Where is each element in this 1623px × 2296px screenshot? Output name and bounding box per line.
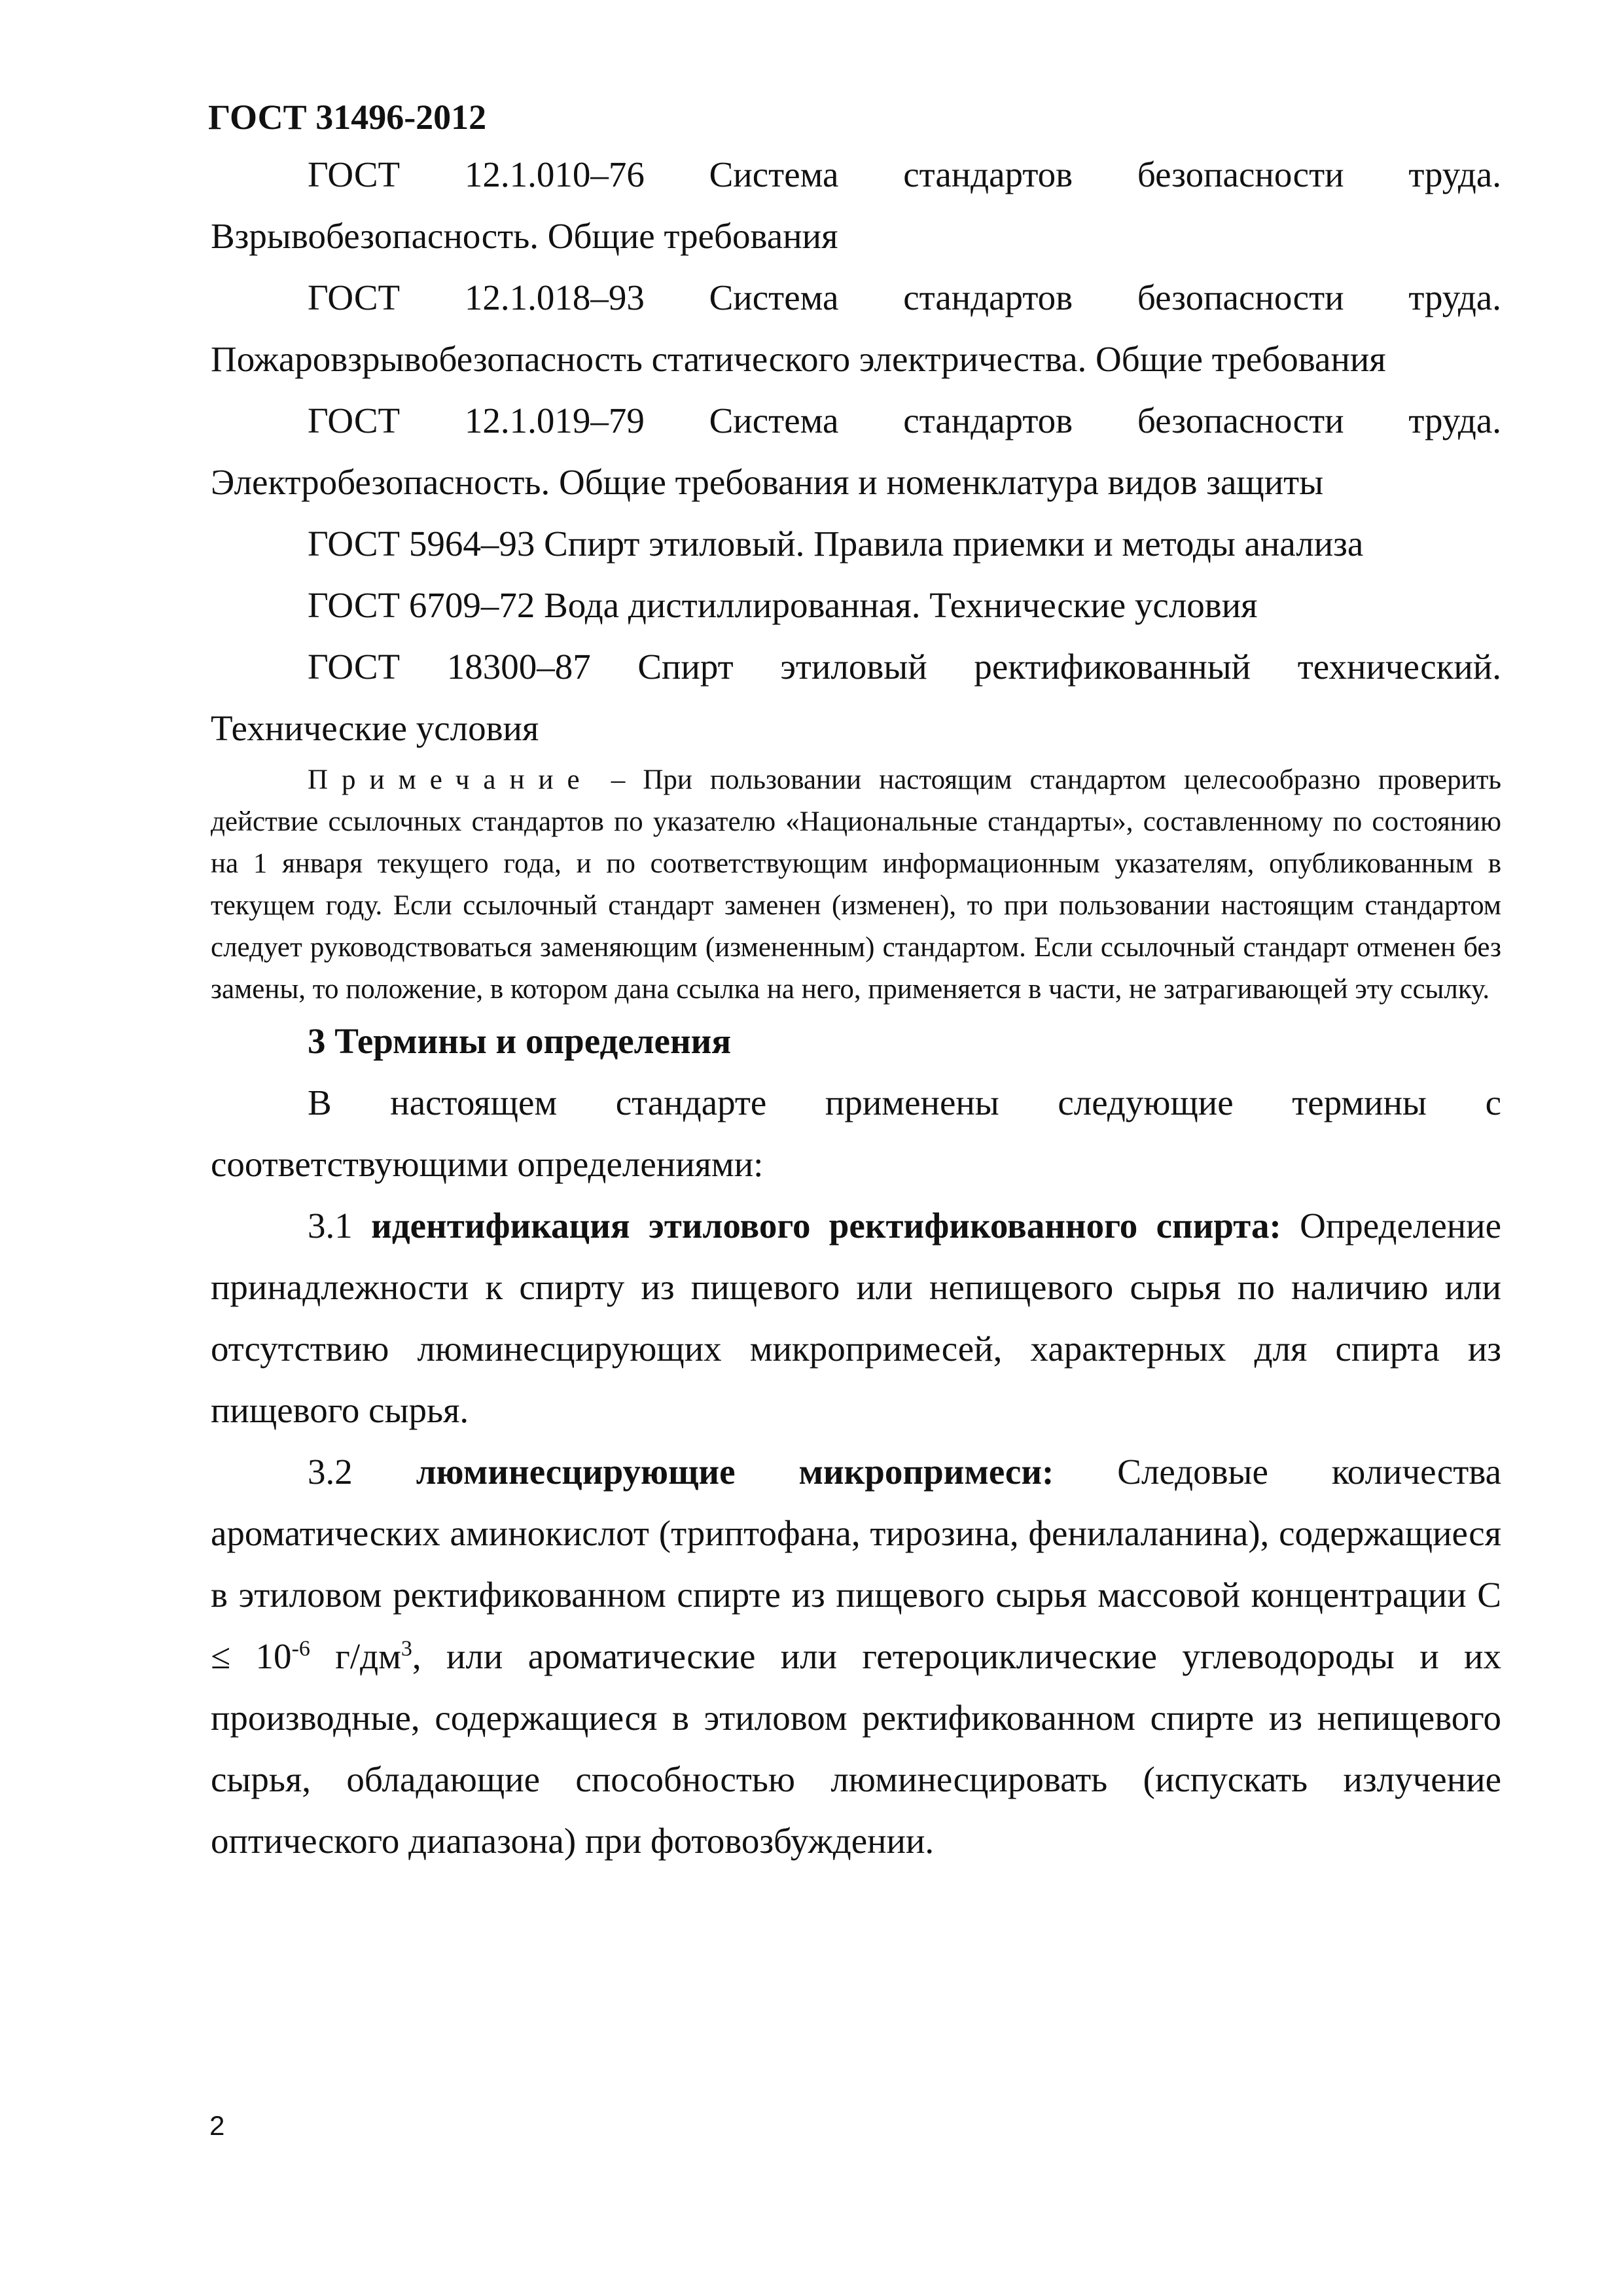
term-number: 3.1 — [308, 1206, 353, 1246]
term-entry — [211, 1195, 1501, 1441]
document-body — [211, 144, 1501, 1872]
term-definition: Определение принадлежности к спирту из пищевого или непищевого сырья по наличию или отсутствию люминесцирующих микропримесей, характерных для спирта из пищевого сырья. — [211, 1206, 1502, 1430]
document-header: ГОСТ 31496-2012 — [208, 98, 487, 137]
page-number: 2 — [209, 2110, 225, 2141]
exponent: 3 — [401, 1636, 412, 1661]
term-definition-part: г/дм — [310, 1636, 401, 1676]
term-number: 3.2 — [308, 1452, 353, 1492]
reference-item: ГОСТ 12.1.010–76 Система стандартов безопасности труда. Взрывобезопасность. Общие требования — [211, 154, 1501, 256]
reference-item: ГОСТ 5964–93 Спирт этиловый. Правила приемки и методы анализа — [308, 524, 1364, 564]
note-label: Примечание — [308, 764, 594, 795]
term-entry — [211, 1441, 1501, 1872]
term-definition-part: , или ароматические или гетероциклические углеводороды и их производные, содержащиеся в этиловом ректификованном спирте из непищевого сырья, обладающие способностью люминесцировать (испускать излучение оптического диапазона) при фотовозбуждении. — [211, 1636, 1501, 1861]
reference-item: ГОСТ 12.1.019–79 Система стандартов безопасности труда. Электробезопасность. Общие требования и номенклатура видов защиты — [211, 401, 1501, 502]
reference-item: ГОСТ 12.1.018–93 Система стандартов безопасности труда. Пожаровзрывобезопасность статического электричества. Общие требования — [211, 278, 1501, 379]
note-paragraph — [211, 759, 1501, 1011]
term-title: люминесцирующие микропримеси: — [416, 1452, 1054, 1492]
section-intro: В настоящем стандарте применены следующие термины с соответствующими определениями: — [211, 1083, 1501, 1184]
reference-item: ГОСТ 6709–72 Вода дистиллированная. Технические условия — [308, 585, 1258, 625]
exponent: -6 — [291, 1636, 310, 1661]
term-definition-part: Следовые количества ароматических аминокислот (триптофана, тирозина, фенилаланина), содержащиеся в этиловом ректификованном спирте из пищевого сырья массовой концентрации С ≤ 10 — [211, 1452, 1501, 1676]
section-heading: 3 Термины и определения — [308, 1021, 732, 1061]
term-title: идентификация этилового ректификованного спирта: — [371, 1206, 1281, 1246]
note-text: – При пользовании настоящим стандартом целесообразно проверить действие ссылочных стандартов по указателю «Национальные стандарты», составленному по состоянию на 1 января текущего года, и по соответствующим информационным указателям, опубликованным в текущем году. Если ссылочный стандарт заменен (изменен), то при пользовании настоящим стандартом следует руководствоваться заменяющим (измененным) стандартом. Если ссылочный стандарт отменен без замены, то положение, в котором дана ссылка на него, применяется в части, не затрагивающей эту ссылку. — [211, 764, 1502, 1005]
reference-item: ГОСТ 18300–87 Спирт этиловый ректификованный технический. Технические условия — [211, 647, 1501, 748]
